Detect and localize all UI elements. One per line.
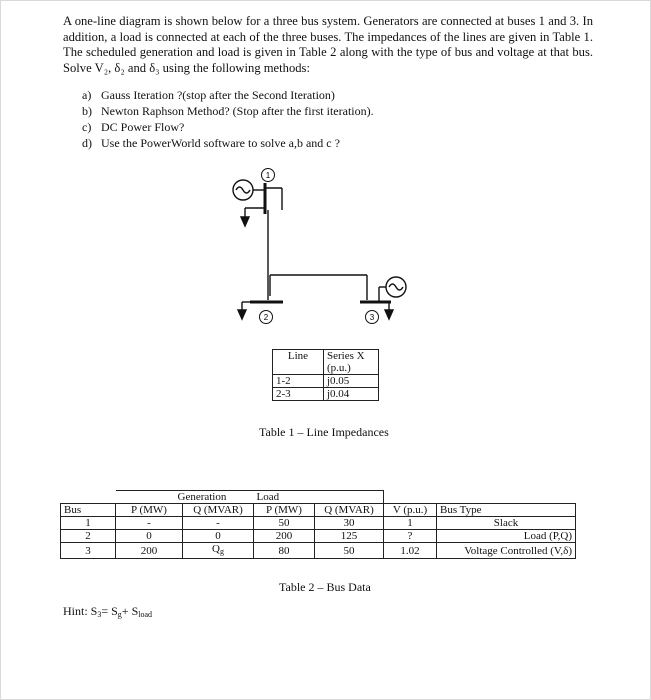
line-impedance-table-wrap [272,349,379,401]
bus-data-table [60,490,576,559]
question-item: d) Use the PowerWorld software to solve a,b and c ? [82,136,340,150]
table-row: 2-3 j0.04 [273,388,379,401]
load-1-arrow-icon [241,217,249,226]
question-item: b) Newton Raphson Method? (Stop after the first iteration). [82,104,374,118]
table-header-row: Line Series X (p.u.) [273,350,379,375]
bus-3-number: 3 [369,313,375,322]
load-3-arrow-icon [385,310,393,319]
question-item: c) DC Power Flow? [82,120,185,134]
table2-caption: Table 2 – Bus Data [279,580,371,594]
line-impedance-table [272,349,379,401]
generator-3-icon [386,277,406,297]
one-line-diagram [0,0,651,345]
question-item: a) Gauss Iteration ?(stop after the Second Iteration) [82,88,335,102]
table-group-row: Generation Load [61,491,576,504]
table-row: 3 200 $Q_g$ 80 50 1.02 Voltage Controlled (V,δ) [61,543,576,559]
bus-2-number: 2 [263,313,269,322]
bus-1-number: 1 [265,171,271,180]
table-row: 1-2 j0.05 [273,375,379,388]
table-header-row: Bus P (MW) Q (MVAR) P (MW) Q (MVAR) V (p.u.) Bus Type [61,504,576,517]
table-row: 1 - - 50 30 1 Slack [61,517,576,530]
hint-text: Hint: $S_3= S_g+ S_{load}$ [63,604,153,619]
table1-caption: Table 1 – Line Impedances [259,425,389,439]
load-2-arrow-icon [238,310,246,319]
problem-statement: A one-line diagram is shown below for a three bus system. Generators are connected at buses 1 and 3. In addition, a load is connected at each of the three buses. The impedances of the lines are given in Table 1. The scheduled generation and load is given in Table 2 along with the type of bus and voltage at that bus. Solve V₂, δ₂ and δ₃ using the following methods: [63,14,593,75]
table-row: 2 0 0 200 125 ? Load (P,Q) [61,530,576,543]
generator-1-icon [233,180,253,200]
